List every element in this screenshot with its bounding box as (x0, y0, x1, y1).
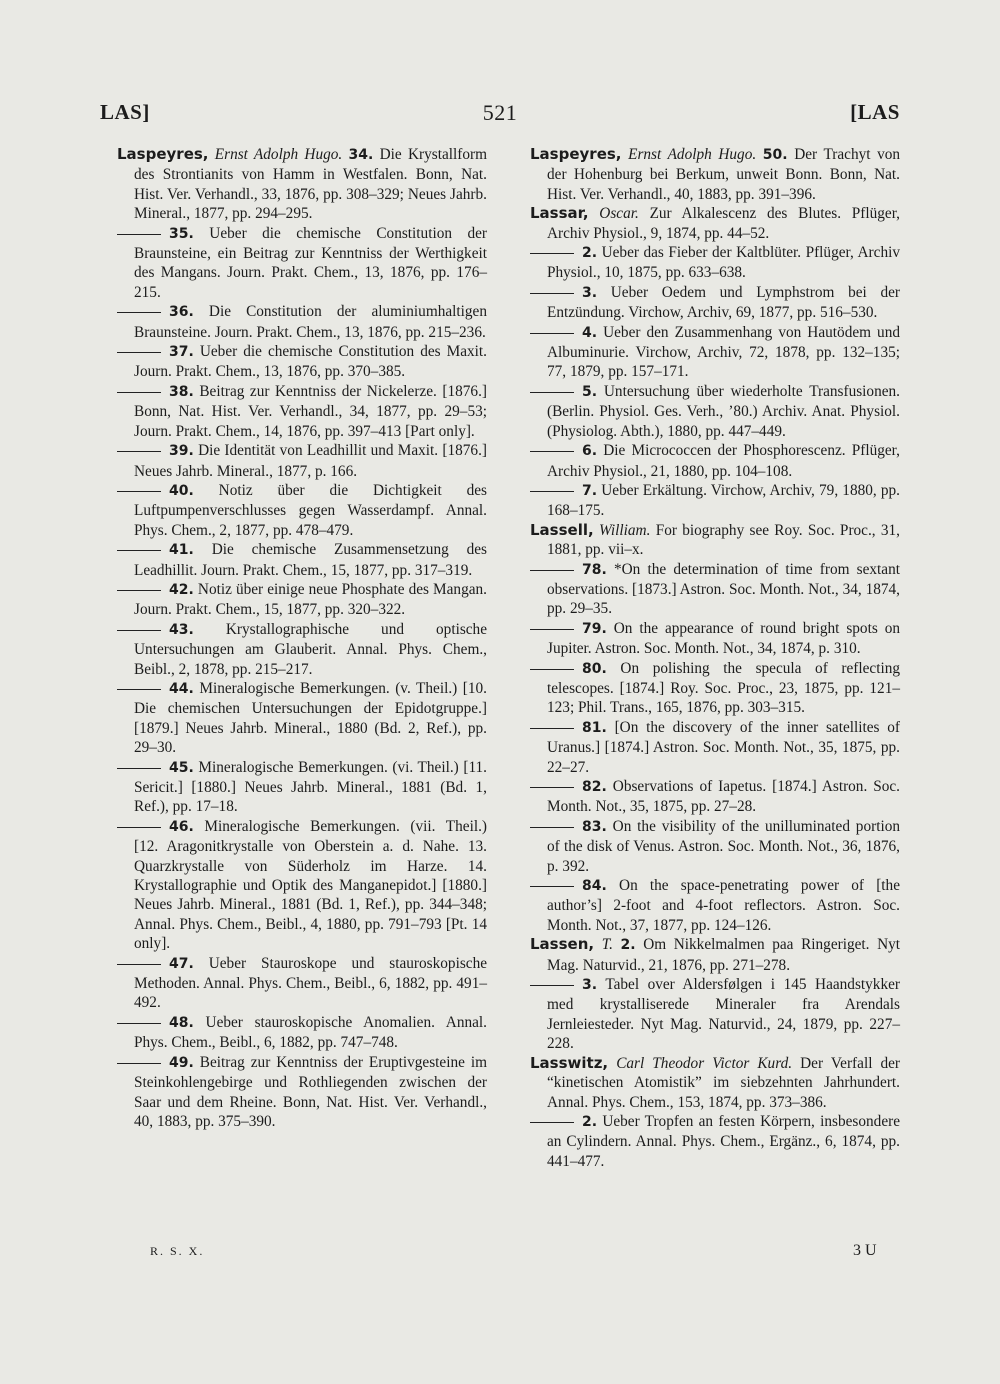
entry-number: 7. (582, 482, 598, 499)
entry-text: Beitrag zur Kenntniss der Nickelerze. [1876.] Bonn, Nat. Hist. Ver. Verhandl., 34, 1877, pp. 29–53; Journ. Prakt. Chem., 14, 1876, pp. 397–413 [Part only]. (134, 382, 487, 440)
entry-text: Untersuchung über wiederholte Transfusionen. (Berlin. Physiol. Ges. Verh., ’80.) Archiv. Anat. Physiol. (Physiolog. Abth.), 1880, pp. 447–449. (547, 382, 900, 440)
entry-text: [On the discovery of the inner satellites of Uranus.] [1874.] Astron. Soc. Month. Not., 35, 1875, pp. 22–27. (547, 718, 900, 776)
bibliography-entry (530, 718, 900, 777)
bibliography-entry (117, 1013, 487, 1053)
entry-text: Die Krystallform des Strontianits von Hamm in Westfalen. Bonn, Nat. Hist. Ver. Verhandl., 33, 1876, pp. 308–329; Neues Jahrb. Mineral., 1877, pp. 294–295. (134, 146, 487, 223)
entry-number: 2. (582, 245, 598, 262)
bibliography-entry (530, 243, 900, 283)
entry-number: 79. (582, 620, 607, 637)
entry-number: 43. (169, 621, 194, 638)
author-entry (117, 145, 487, 224)
author-name: Lassar, (530, 204, 589, 223)
entry-number: 34. (348, 147, 374, 163)
ditto-rule (530, 451, 574, 452)
author-given-names: Oscar. (599, 205, 639, 223)
entry-text: Ueber das Fieber der Kaltblüter. Pflüger, Archiv Physiol., 10, 1875, pp. 633–638. (547, 244, 900, 282)
entry-number: 36. (169, 304, 194, 321)
entry-text: Ueber die chemische Constitution des Maxit. Journ. Prakt. Chem., 13, 1876, pp. 370–385. (134, 343, 487, 381)
author-entry (530, 1054, 900, 1112)
ditto-rule (530, 253, 574, 254)
entry-text: Ueber Stauroskope und stauroskopische Methoden. Annal. Phys. Chem., Beibl., 6, 1882, pp. 491–492. (134, 954, 488, 1012)
entry-text: Zur Alkalescenz des Blutes. Pflüger, Archiv Physiol., 9, 1874, pp. 44–52. (547, 205, 901, 242)
author-entry (530, 521, 900, 560)
ditto-rule (530, 728, 574, 729)
entry-number: 5. (582, 383, 598, 400)
ditto-rule (530, 886, 574, 887)
bibliography-entry (530, 481, 900, 521)
author-entry (530, 145, 900, 204)
ditto-rule (117, 590, 161, 591)
entry-number: 44. (169, 680, 194, 697)
bibliography-entry (117, 620, 487, 679)
ditto-rule (117, 827, 161, 828)
ditto-rule (530, 392, 574, 393)
ditto-rule (117, 1063, 161, 1064)
bibliography-entry (530, 283, 900, 323)
entry-number: 6. (582, 443, 598, 460)
ditto-rule (117, 392, 161, 393)
entry-number: 37. (169, 344, 194, 361)
ditto-rule (117, 451, 161, 452)
entry-number: 41. (169, 542, 194, 559)
running-head-right: [LAS (850, 100, 900, 124)
entry-text: Die Identität von Leadhillit und Maxit. [1876.] Neues Jahrb. Mineral., 1877, p. 166. (134, 442, 487, 480)
entry-text: Notiz über einige neue Phosphate des Mangan. Journ. Prakt. Chem., 15, 1877, pp. 320–322. (134, 580, 487, 619)
bibliography-entry (117, 382, 487, 441)
entry-number: 82. (582, 779, 607, 795)
ditto-rule (530, 333, 574, 334)
ditto-rule (530, 629, 574, 630)
bibliography-entry (117, 580, 487, 620)
right-column (530, 145, 900, 1171)
ditto-rule (530, 787, 574, 788)
ditto-rule (117, 1023, 161, 1024)
entry-number: 80. (582, 660, 607, 677)
bibliography-entry (117, 441, 487, 481)
page-number: 521 (482, 100, 518, 125)
bibliography-entry (530, 876, 900, 935)
bibliography-entry (117, 954, 487, 1013)
entry-number: 83. (582, 818, 607, 835)
ditto-rule (117, 689, 161, 690)
ditto-rule (530, 491, 574, 492)
entry-number: 39. (169, 443, 194, 460)
bibliography-entry (530, 659, 900, 718)
author-given-names: William. (598, 521, 651, 539)
bibliography-entry (530, 777, 900, 817)
author-name: Laspeyres, (530, 145, 622, 163)
author-given-names: T. (601, 936, 613, 954)
entry-text: Ueber Tropfen an festen Körpern, insbesondere an Cylindern. Annal. Phys. Chem., Ergänz., 6, 1874, pp. 441–477. (547, 1112, 900, 1170)
entry-number: 2. (582, 1113, 598, 1130)
ditto-rule (117, 964, 161, 965)
ditto-rule (530, 827, 574, 828)
bibliography-entry (117, 302, 487, 342)
author-entry (530, 204, 900, 243)
bibliography-entry (530, 817, 900, 876)
entry-number: 49. (169, 1054, 194, 1071)
entry-text: On the appearance of round bright spots on Jupiter. Astron. Soc. Month. Not., 34, 1874, p. 310. (547, 619, 900, 658)
ditto-rule (117, 312, 161, 313)
entry-number: 45. (169, 759, 194, 776)
bibliography-entry (530, 975, 900, 1054)
entry-text: Die Constitution der aluminiumhaltigen Braunsteine. Journ. Prakt. Chem., 13, 1876, pp. 215–236. (134, 303, 487, 341)
entry-text: On polishing the specula of reflecting telescopes. [1874.] Roy. Soc. Proc., 23, 1875, pp. 121–123; Phil. Trans., 165, 1876, pp. 303–315. (547, 659, 900, 717)
entry-number: 81. (582, 719, 607, 736)
ditto-rule (117, 491, 161, 492)
entry-number: 4. (582, 324, 598, 341)
entry-text: Die Micrococcen der Phosphorescenz. Pflüger, Archiv Physiol., 21, 1880, pp. 104–108. (547, 442, 900, 480)
gathering-mark: 3 U (853, 1242, 877, 1259)
bibliography-entry (117, 342, 487, 382)
ditto-rule (117, 550, 161, 551)
entry-number: 3. (582, 284, 598, 301)
entry-text: Notiz über die Dichtigkeit des Luftpumpenverschlusses gegen Wasserdampf. Annal. Phys. Chem., 2, 1877, pp. 478–479. (134, 481, 487, 539)
ditto-rule (117, 630, 161, 631)
entry-number: 78. (582, 561, 607, 578)
ditto-rule (117, 352, 161, 353)
ditto-rule (530, 669, 574, 670)
author-name: Lassell, (530, 520, 594, 539)
entry-number: 2. (620, 937, 636, 954)
entry-text: On the space-penetrating power of [the author’s] 2-foot and 4-foot reflectors. Astron. Soc. Month. Not., 37, 1877, pp. 124–126. (547, 877, 900, 934)
running-head-left: LAS] (100, 100, 150, 124)
author-given-names: Ernst Adolph Hugo. (214, 146, 343, 163)
entry-number: 84. (582, 878, 607, 895)
author-name: Laspeyres, (117, 145, 209, 163)
entry-text: Om Nikkelmalmen paa Ringeriget. Nyt Mag. Naturvid., 21, 1876, pp. 271–278. (547, 936, 901, 974)
entry-text: For biography see Roy. Soc. Proc., 31, 1881, pp. vii–x. (547, 521, 901, 559)
ditto-rule (117, 768, 161, 769)
entry-text: Mineralogische Bemerkungen. (vii. Theil.) [12. Aragonitkrystalle von Oberstein a. d. Nahe. 13. Quarzkrystalle von Süderholz im Harze. 14. Krystallographie und Optik des Manganepidot.] [1880.] Neues Jahrb. Mineral., 1881 (Bd. 1, Ref.), pp. 344–348; Annal. Phys. Chem., Beibl., 4, 1880, pp. 791–793 [Pt. 14 only]. (134, 817, 487, 953)
bibliography-entry (117, 1053, 487, 1132)
entry-number: 46. (169, 818, 194, 835)
entry-number: 35. (169, 225, 194, 242)
entry-text: Mineralogische Bemerkungen. (vi. Theil.) [11. Sericit.] [1880.] Neues Jahrb. Mineral., 1881 (Bd. 1, Ref.), pp. 17–18. (134, 758, 487, 816)
author-given-names: Ernst Adolph Hugo. (628, 146, 757, 163)
entry-text: Der Trachyt von der Hohenburg bei Berkum, unweit Bonn. Bonn, Nat. Hist. Ver. Verhandl., 40, 1883, pp. 391–396. (547, 146, 901, 203)
entry-text: Der Verfall der “kinetischen Atomistik” im siebzehnten Jahrhundert. Annal. Phys. Chem., 153, 1874, pp. 373–386. (547, 1054, 901, 1111)
entry-text: Tabel over Aldersfølgen i 145 Haandstykker med krystalliserede Mineraler fra Arendals Jernleiesteder. Nyt Mag. Naturvid., 24, 1879, pp. 227–228. (547, 976, 900, 1053)
left-column (117, 145, 487, 1131)
bibliography-entry (530, 560, 900, 619)
entry-text: Mineralogische Bemerkungen. (v. Theil.) [10. Die chemischen Untersuchungen der Epidotgruppe.] [1879.] Neues Jahrb. Mineral., 1880 (Bd. 2, Ref.), pp. 29–30. (134, 679, 487, 757)
entry-text: *On the determination of time from sextant observations. [1873.] Astron. Soc. Month. Not., 34, 1874, pp. 29–35. (547, 560, 900, 618)
bibliography-entry (530, 382, 900, 441)
bibliography-entry (117, 758, 487, 817)
entry-text: Observations of Iapetus. [1874.] Astron. Soc. Month. Not., 35, 1875, pp. 27–28. (547, 778, 901, 816)
bibliography-entry (530, 1112, 900, 1171)
ditto-rule (530, 985, 574, 986)
entry-text: Ueber Oedem und Lymphstrom bei der Entzündung. Virchow, Archiv, 69, 1877, pp. 516–530. (547, 283, 901, 322)
entry-number: 50. (762, 147, 788, 163)
ditto-rule (117, 234, 161, 235)
entry-text: Die chemische Zusammensetzung des Leadhillit. Journ. Prakt. Chem., 15, 1877, pp. 317–319. (134, 541, 488, 579)
entry-text: Krystallographische und optische Untersuchungen am Glauberit. Annal. Phys. Chem., Beibl., 2, 1878, pp. 215–217. (134, 620, 487, 678)
bibliography-entry (117, 679, 487, 758)
entry-number: 47. (169, 955, 194, 972)
author-name: Lasswitz, (530, 1053, 609, 1072)
bibliography-entry (117, 540, 487, 580)
entry-number: 48. (169, 1014, 194, 1031)
bibliography-entry (530, 441, 900, 481)
entry-number: 38. (169, 383, 194, 400)
entry-number: 42. (169, 581, 194, 598)
bibliography-entry (530, 323, 900, 382)
entry-number: 40. (169, 482, 194, 499)
entry-text: Ueber die chemische Constitution der Braunsteine, ein Beitrag zur Kenntniss der Werthigkeit des Mangans. Journ. Prakt. Chem., 13, 1876, pp. 176–215. (134, 224, 487, 301)
bibliography-entry (117, 224, 487, 303)
author-entry (530, 935, 900, 975)
ditto-rule (530, 293, 574, 294)
ditto-rule (530, 1122, 574, 1123)
bibliography-entry (530, 619, 900, 659)
bibliography-entry (117, 481, 487, 540)
entry-text: Ueber Erkältung. Virchow, Archiv, 79, 1880, pp. 168–175. (547, 481, 900, 520)
signature-mark: R. S. X. (150, 1244, 205, 1258)
ditto-rule (530, 570, 574, 571)
author-given-names: Carl Theodor Victor Kurd. (616, 1054, 793, 1072)
entry-text: On the visibility of the unilluminated portion of the disk of Venus. Astron. Soc. Month. Not., 36, 1876, p. 392. (547, 817, 900, 875)
entry-text: Ueber stauroskopische Anomalien. Annal. Phys. Chem., Beibl., 6, 1882, pp. 747–748. (134, 1013, 487, 1052)
author-name: Lassen, (530, 935, 595, 954)
entry-text: Beitrag zur Kenntniss der Eruptivgesteine im Steinkohlengebirge und Rothliegenden zwischen der Saar und dem Rheine. Bonn, Nat. Hist. Ver. Verhandl., 40, 1883, pp. 375–390. (134, 1053, 488, 1130)
bibliography-entry (117, 817, 487, 954)
entry-text: Ueber den Zusammenhang von Hautödem und Albuminurie. Virchow, Archiv, 72, 1878, pp. 132–135; 77, 1879, pp. 157–171. (547, 323, 900, 381)
entry-number: 3. (582, 977, 598, 994)
